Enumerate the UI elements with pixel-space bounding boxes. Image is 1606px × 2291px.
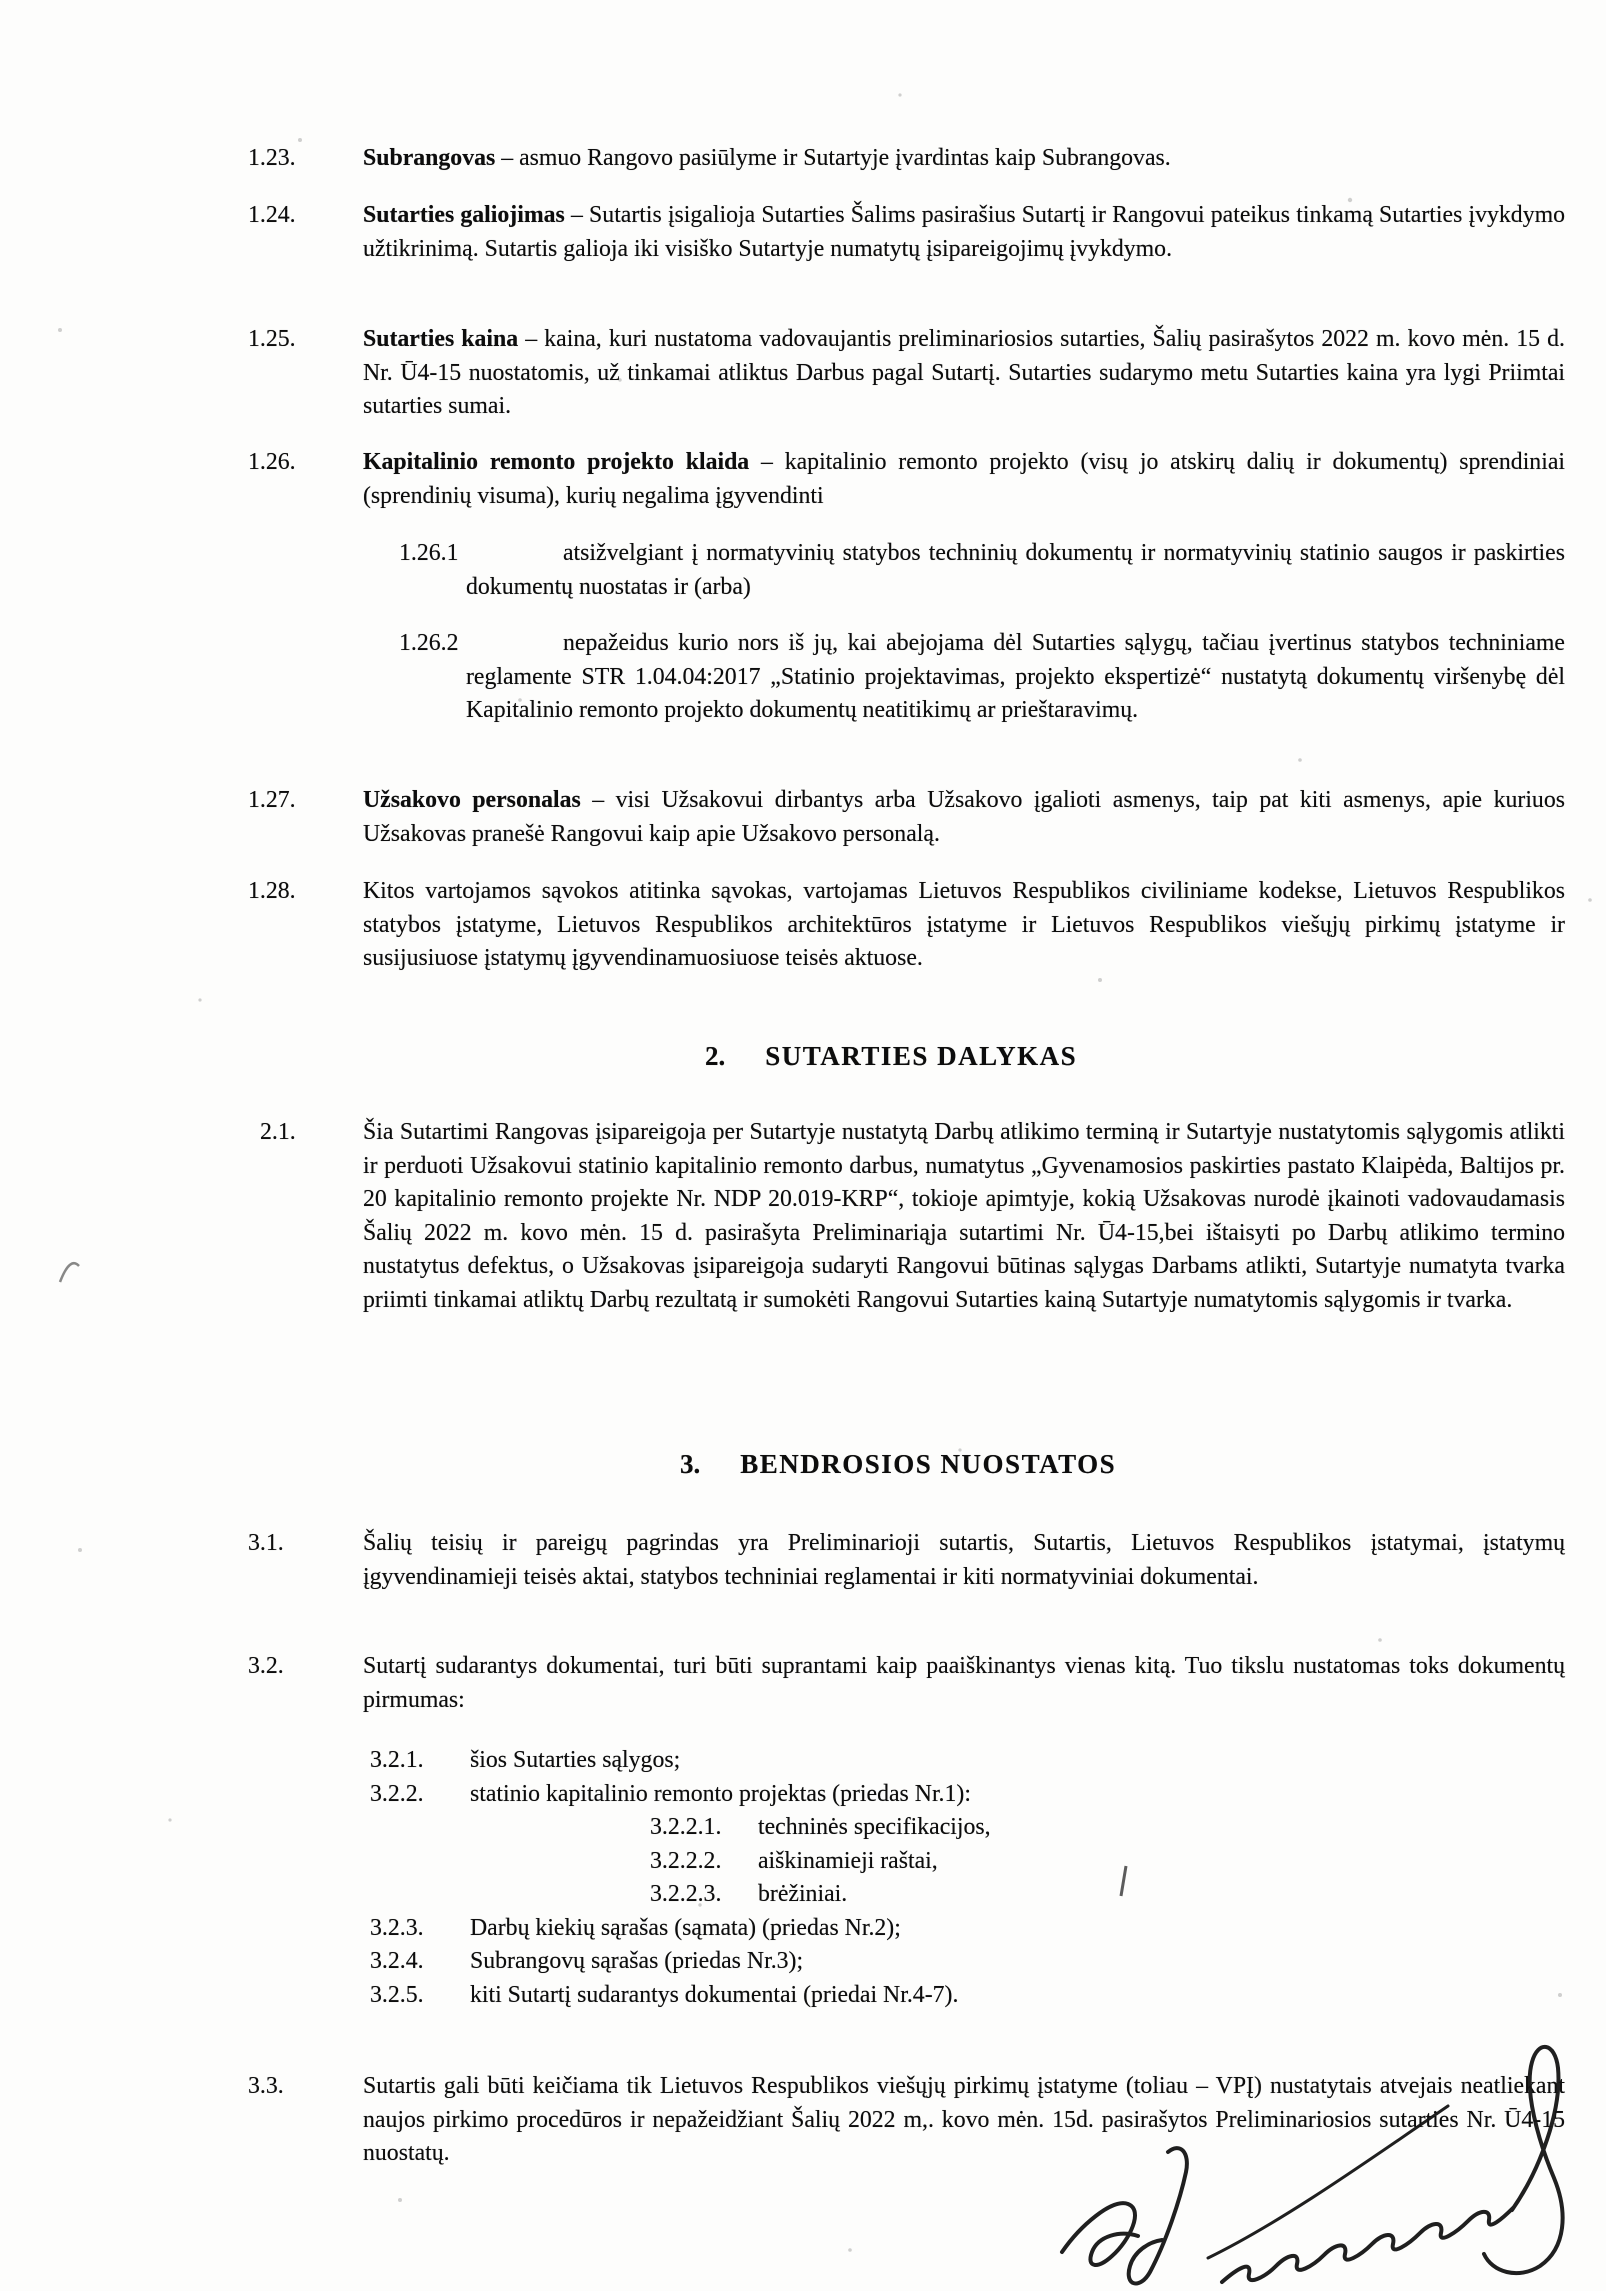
- subclause-number: 1.26.2: [399, 630, 459, 656]
- clause-text: [363, 142, 1565, 176]
- clause-1-24: [248, 199, 1565, 266]
- clause-text: [363, 1527, 1565, 1594]
- list-item-text: aiškinamieji raštai,: [758, 1847, 938, 1874]
- subclause-text: atsižvelgiant į normatyvinių statybos techninių dokumentų ir normatyvinių statinio saugos ir paskirties dokumentų nuostatas ir (arba): [466, 540, 1565, 600]
- margin-stray-mark: [60, 1263, 79, 1282]
- list-item: [370, 1744, 991, 1778]
- section-2-heading: [705, 1040, 1077, 1073]
- definition-text: – visi Užsakovui dirbantys arba Užsakovo įgalioti asmenys, taip pat kiti asmenys, apie kuriuos Užsakovas pranešė Rangovui kaip apie Užsakovo personalą.: [363, 787, 1565, 847]
- clause-text: [363, 446, 1565, 513]
- subclause-text: nepažeidus kurio nors iš jų, kai abejojama dėl Sutarties sąlygų, tačiau įvertinus statybos techniniame reglamente STR 1.04.04:2017 „Statinio projektavimas, projekto ekspertizė“ nustatytą dokumentų viršenybę dėl Kapitalinio remonto projekto dokumentų neatitikimų ar prieštaravimų.: [466, 630, 1565, 723]
- clause-1-25: [248, 323, 1565, 424]
- list-item-number: 3.2.1.: [370, 1747, 424, 1773]
- clause-number: 1.25.: [248, 326, 296, 352]
- clause-number: 1.26.: [248, 449, 296, 475]
- clause-1-28: [248, 875, 1565, 976]
- clause-text: [363, 1650, 1565, 1717]
- list-item: [650, 1878, 991, 1912]
- section-number: 3.: [680, 1449, 701, 1479]
- clause-number: 1.28.: [248, 878, 296, 904]
- list-item-text: brėžiniai.: [758, 1881, 848, 1907]
- clause-number: 2.1.: [260, 1119, 296, 1145]
- clause-text: [363, 784, 1565, 851]
- clause-2-1: [260, 1116, 1565, 1317]
- list-item-number: 3.2.2.3.: [650, 1881, 722, 1907]
- clause-body-text: Sutartį sudarantys dokumentai, turi būti suprantami kaip paaiškinantys vienas kitą. Tuo tikslu nustatomas toks dokumentų pirmumas:: [363, 1653, 1565, 1713]
- clause-1-23: [248, 142, 1565, 176]
- clause-3-2: [248, 1650, 1565, 1717]
- list-item-text: šios Sutarties sąlygos;: [470, 1747, 681, 1773]
- definition-text: – kaina, kuri nustatoma vadovaujantis preliminariosios sutarties, Šalių pasirašytos 2022 m. kovo mėn. 15 d. Nr. Ū4-15 nuostatomis, už tinkamai atliktus Darbus pagal Sutartį. Sutarties sudarymo metu Sutarties kaina yra lygi Priimtai sutarties sumai.: [363, 326, 1565, 419]
- clause-body-text: Šalių teisių ir pareigų pagrindas yra Preliminarioji sutartis, Sutartis, Lietuvos Respublikos įstatymai, įstatymų įgyvendinamieji teisės aktai, statybos techniniai reglamentai ir kiti normatyviniai dokumentai.: [363, 1530, 1565, 1590]
- list-item: [370, 1912, 991, 1946]
- list-item-number: 3.2.4.: [370, 1948, 424, 1974]
- list-item-number: 3.2.5.: [370, 1981, 424, 2008]
- list-item-number: 3.2.2.2.: [650, 1847, 722, 1874]
- clause-number: 3.2.: [248, 1653, 284, 1679]
- definition-text: – Sutartis įsigalioja Sutarties Šalims pasirašius Sutartį ir Rangovui pateikus tinkamą Sutarties įvykdymo užtikrinimą. Sutartis galioja iki visiško Sutartyje numatytų įsipareigojimų įvykdymo.: [363, 202, 1565, 262]
- list-item: [370, 1945, 991, 1979]
- clause-3-3: [248, 2070, 1565, 2171]
- subclause-1-26-2: [399, 627, 1565, 728]
- clause-number: 3.1.: [248, 1530, 284, 1556]
- list-item-number: 3.2.3.: [370, 1914, 424, 1941]
- list-item: [650, 1811, 991, 1845]
- clause-1-26: [248, 446, 1565, 513]
- defined-term: Sutarties kaina: [363, 326, 519, 352]
- clause-text: [363, 323, 1565, 424]
- clause-number: 1.23.: [248, 145, 296, 171]
- clause-number: 1.27.: [248, 787, 296, 813]
- clause-3-1: [248, 1527, 1565, 1594]
- definition-text: – asmuo Rangovo pasiūlyme ir Sutartyje įvardintas kaip Subrangovas.: [501, 145, 1171, 171]
- list-item: [370, 1979, 991, 2013]
- list-item-number: 3.2.2.: [370, 1780, 424, 1807]
- clause-text: [363, 199, 1565, 266]
- section-title: SUTARTIES DALYKAS: [765, 1041, 1078, 1071]
- subclause-number: 1.26.1: [399, 540, 459, 566]
- clause-number: 3.3.: [248, 2073, 284, 2099]
- list-item-text: kiti Sutartį sudarantys dokumentai (priedai Nr.4-7).: [470, 1981, 959, 2008]
- subclause-1-26-1: [399, 537, 1565, 604]
- section-3-heading: [680, 1448, 1116, 1481]
- stray-tick-mark: [1121, 1866, 1126, 1896]
- clause-number: 1.24.: [248, 202, 296, 228]
- list-item-text: statinio kapitalinio remonto projektas (priedas Nr.1):: [470, 1780, 971, 1807]
- list-item-text: Darbų kiekių sąrašas (sąmata) (priedas Nr.2);: [470, 1914, 901, 1941]
- defined-term: Sutarties galiojimas: [363, 202, 565, 228]
- list-item: [370, 1778, 991, 1812]
- definition-text: – kapitalinio remonto projekto (visų jo atskirų dalių ir dokumentų) sprendiniai (sprendinių visuma), kurių negalima įgyvendinti: [363, 449, 1565, 509]
- list-item-text: Subrangovų sąrašas (priedas Nr.3);: [470, 1948, 804, 1974]
- defined-term: Užsakovo personalas: [363, 787, 581, 813]
- section-title: BENDROSIOS NUOSTATOS: [740, 1449, 1117, 1479]
- clause-text: [363, 875, 1565, 976]
- clause-body-text: Šia Sutartimi Rangovas įsipareigoja per Sutartyje nustatytą Darbų atlikimo terminą ir Sutartyje nustatytomis sąlygomis atlikti ir perduoti Užsakovui statinio kapitalinio remonto darbus, numatytus „Gyvenamosios paskirties pastato Klaipėda, Baltijos pr. 20 kapitalinio remonto projekte Nr. NDP 20.019-KRP“, tokioje apimtyje, kokią Užsakovas nurodė įkainoti vadovaudamasis Šalių 2022 m. kovo mėn. 15 d. pasirašyta Preliminariąja sutartimi Nr. Ū4-15,bei ištaisyti po Darbų atlikimo termino nustatytus defektus, o Užsakovas įsipareigoja sudaryti Rangovui būtinas sąlygas Darbams atlikti, Sutartyje numatyta tvarka priimti tinkamai atliktų Darbų rezultatą ir sumokėti Rangovui Sutarties kainą Sutartyje numatytomis sąlygomis ir tvarka.: [363, 1119, 1565, 1313]
- clause-body-text: Kitos vartojamos sąvokos atitinka sąvokas, vartojamas Lietuvos Respublikos civiliniame kodekse, Lietuvos Respublikos statybos įstatyme, Lietuvos Respublikos architektūros įstatyme ir Lietuvos Respublikos viešųjų pirkimų įstatyme ir susijusiuose įstatymų įgyvendinamuosiuose teisės aktuose.: [363, 878, 1565, 971]
- defined-term: Kapitalinio remonto projekto klaida: [363, 449, 750, 475]
- list-item: [650, 1845, 991, 1879]
- list-item-text: techninės specifikacijos,: [758, 1814, 991, 1840]
- document-priority-list: [370, 1744, 991, 2012]
- section-number: 2.: [705, 1041, 726, 1071]
- clause-body-text: Sutartis gali būti keičiama tik Lietuvos Respublikos viešųjų pirkimų įstatyme (toliau – VPĮ) nustatytais atvejais neatliekant naujos pirkimo procedūros ir nepažeidžiant Šalių 2022 m,. kovo mėn. 15d. pasirašytos Preliminariosios sutarties Nr. Ū4-15 nuostatų.: [363, 2073, 1565, 2166]
- clause-1-27: [248, 784, 1565, 851]
- clause-text: [363, 1116, 1565, 1317]
- list-item-number: 3.2.2.1.: [650, 1814, 722, 1840]
- defined-term: Subrangovas: [363, 145, 496, 171]
- clause-text: [363, 2070, 1565, 2171]
